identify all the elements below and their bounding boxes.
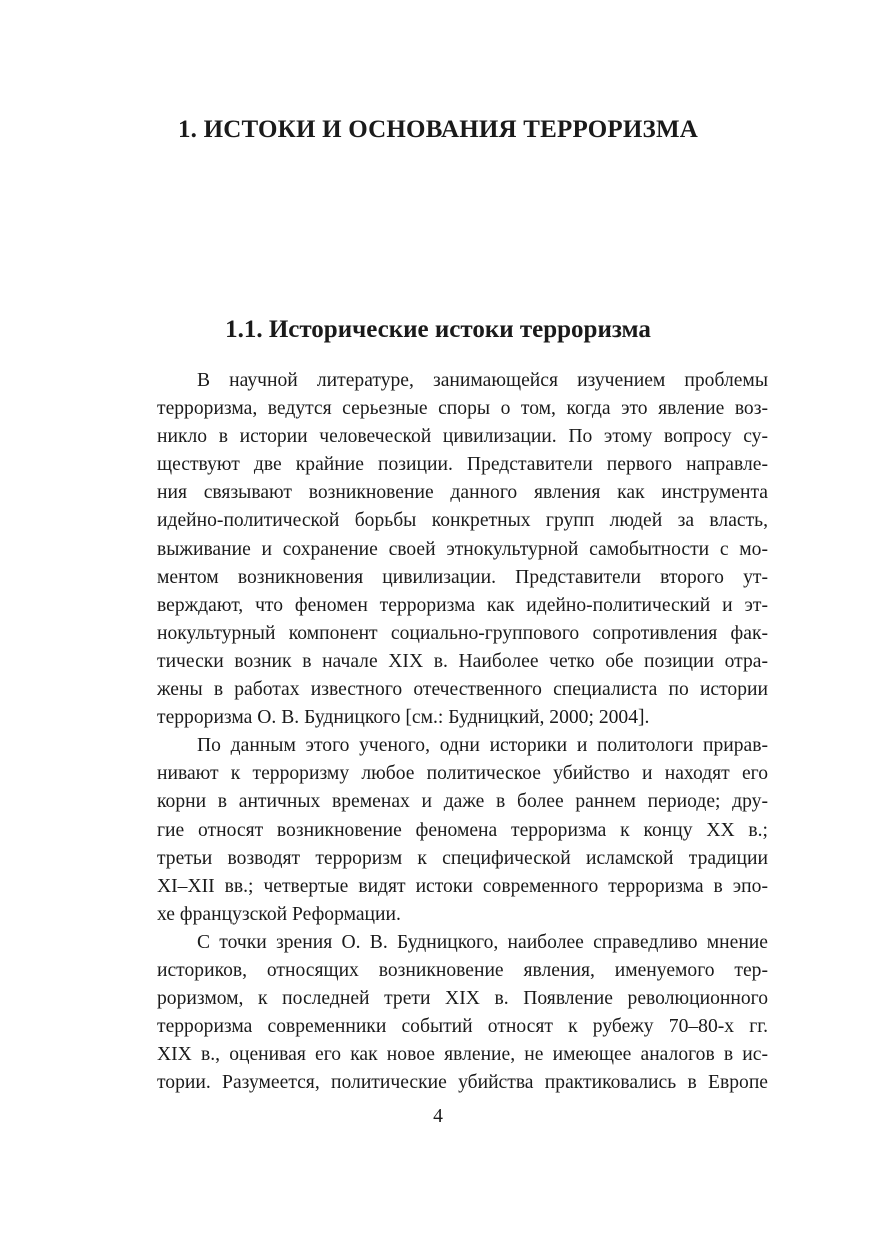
text-line: тории. Разумеется, политические убийства практиковались в Европе [157,1072,768,1094]
page-number: 4 [433,1106,443,1127]
text-line: терроризма, ведутся серьезные споры о том, когда это явление воз- [157,398,768,420]
text-line: идейно-политической борьбы конкретных групп людей за власть, [157,510,768,532]
text-line: ментом возникновения цивилизации. Представители второго ут- [157,566,768,588]
text-line: XI–XII вв.; четвертые видят истоки современного терроризма в эпо- [157,875,768,897]
section-title: 1.1. Исторические истоки терроризма [225,316,651,343]
text-line: никло в истории человеческой цивилизации. По этому вопросу су- [157,426,768,448]
text-line: верждают, что феномен терроризма как идейно-политический и эт- [157,594,768,616]
text-line: нокультурный компонент социально-группового сопротивления фак- [157,622,768,644]
body-text [117,367,768,1097]
paragraph-3 [117,929,768,1098]
paragraph-2 [117,732,768,929]
text-line: хе французской Реформации. [157,903,401,925]
text-line: нивают к терроризму любое политическое убийство и находят его [157,763,768,785]
text-line: тически возник в начале XIX в. Наиболее четко обе позиции отра- [157,650,768,672]
chapter-title: 1. ИСТОКИ И ОСНОВАНИЯ ТЕРРОРИЗМА [177,116,698,143]
text-line: XIX в., оценивая его как новое явление, не имеющее аналогов в ис- [157,1044,768,1066]
text-line: По данным этого ученого, одни историки и политологи прирав- [197,735,768,757]
text-line: ществуют две крайние позиции. Представители первого направле- [157,454,768,476]
text-line: роризмом, к последней трети XIX в. Появление революционного [157,988,768,1010]
text-line: терроризма современники событий относят к рубежу 70–80-х гг. [157,1016,768,1038]
text-line: третьи возводят терроризм к специфической исламской традиции [157,847,768,869]
text-line: жены в работах известного отечественного специалиста по истории [157,679,768,701]
text-line: гие относят возникновение феномена терроризма к концу XX в.; [157,819,768,841]
text-line: выживание и сохранение своей этнокультурной самобытности с мо- [157,538,768,560]
text-line: терроризма О. В. Будницкого [см.: Будницкий, 2000; 2004]. [157,707,650,729]
text-line: С точки зрения О. В. Будницкого, наиболее справедливо мнение [197,931,768,953]
text-line: В научной литературе, занимающейся изучением проблемы [197,370,768,391]
text-line: ния связывают возникновение данного явления как инструмента [157,482,768,504]
paragraph-1 [117,367,768,732]
text-line: корни в античных временах и даже в более раннем периоде; дру- [157,791,768,813]
text-line: историков, относящих возникновение явления, именуемого тер- [157,959,768,981]
